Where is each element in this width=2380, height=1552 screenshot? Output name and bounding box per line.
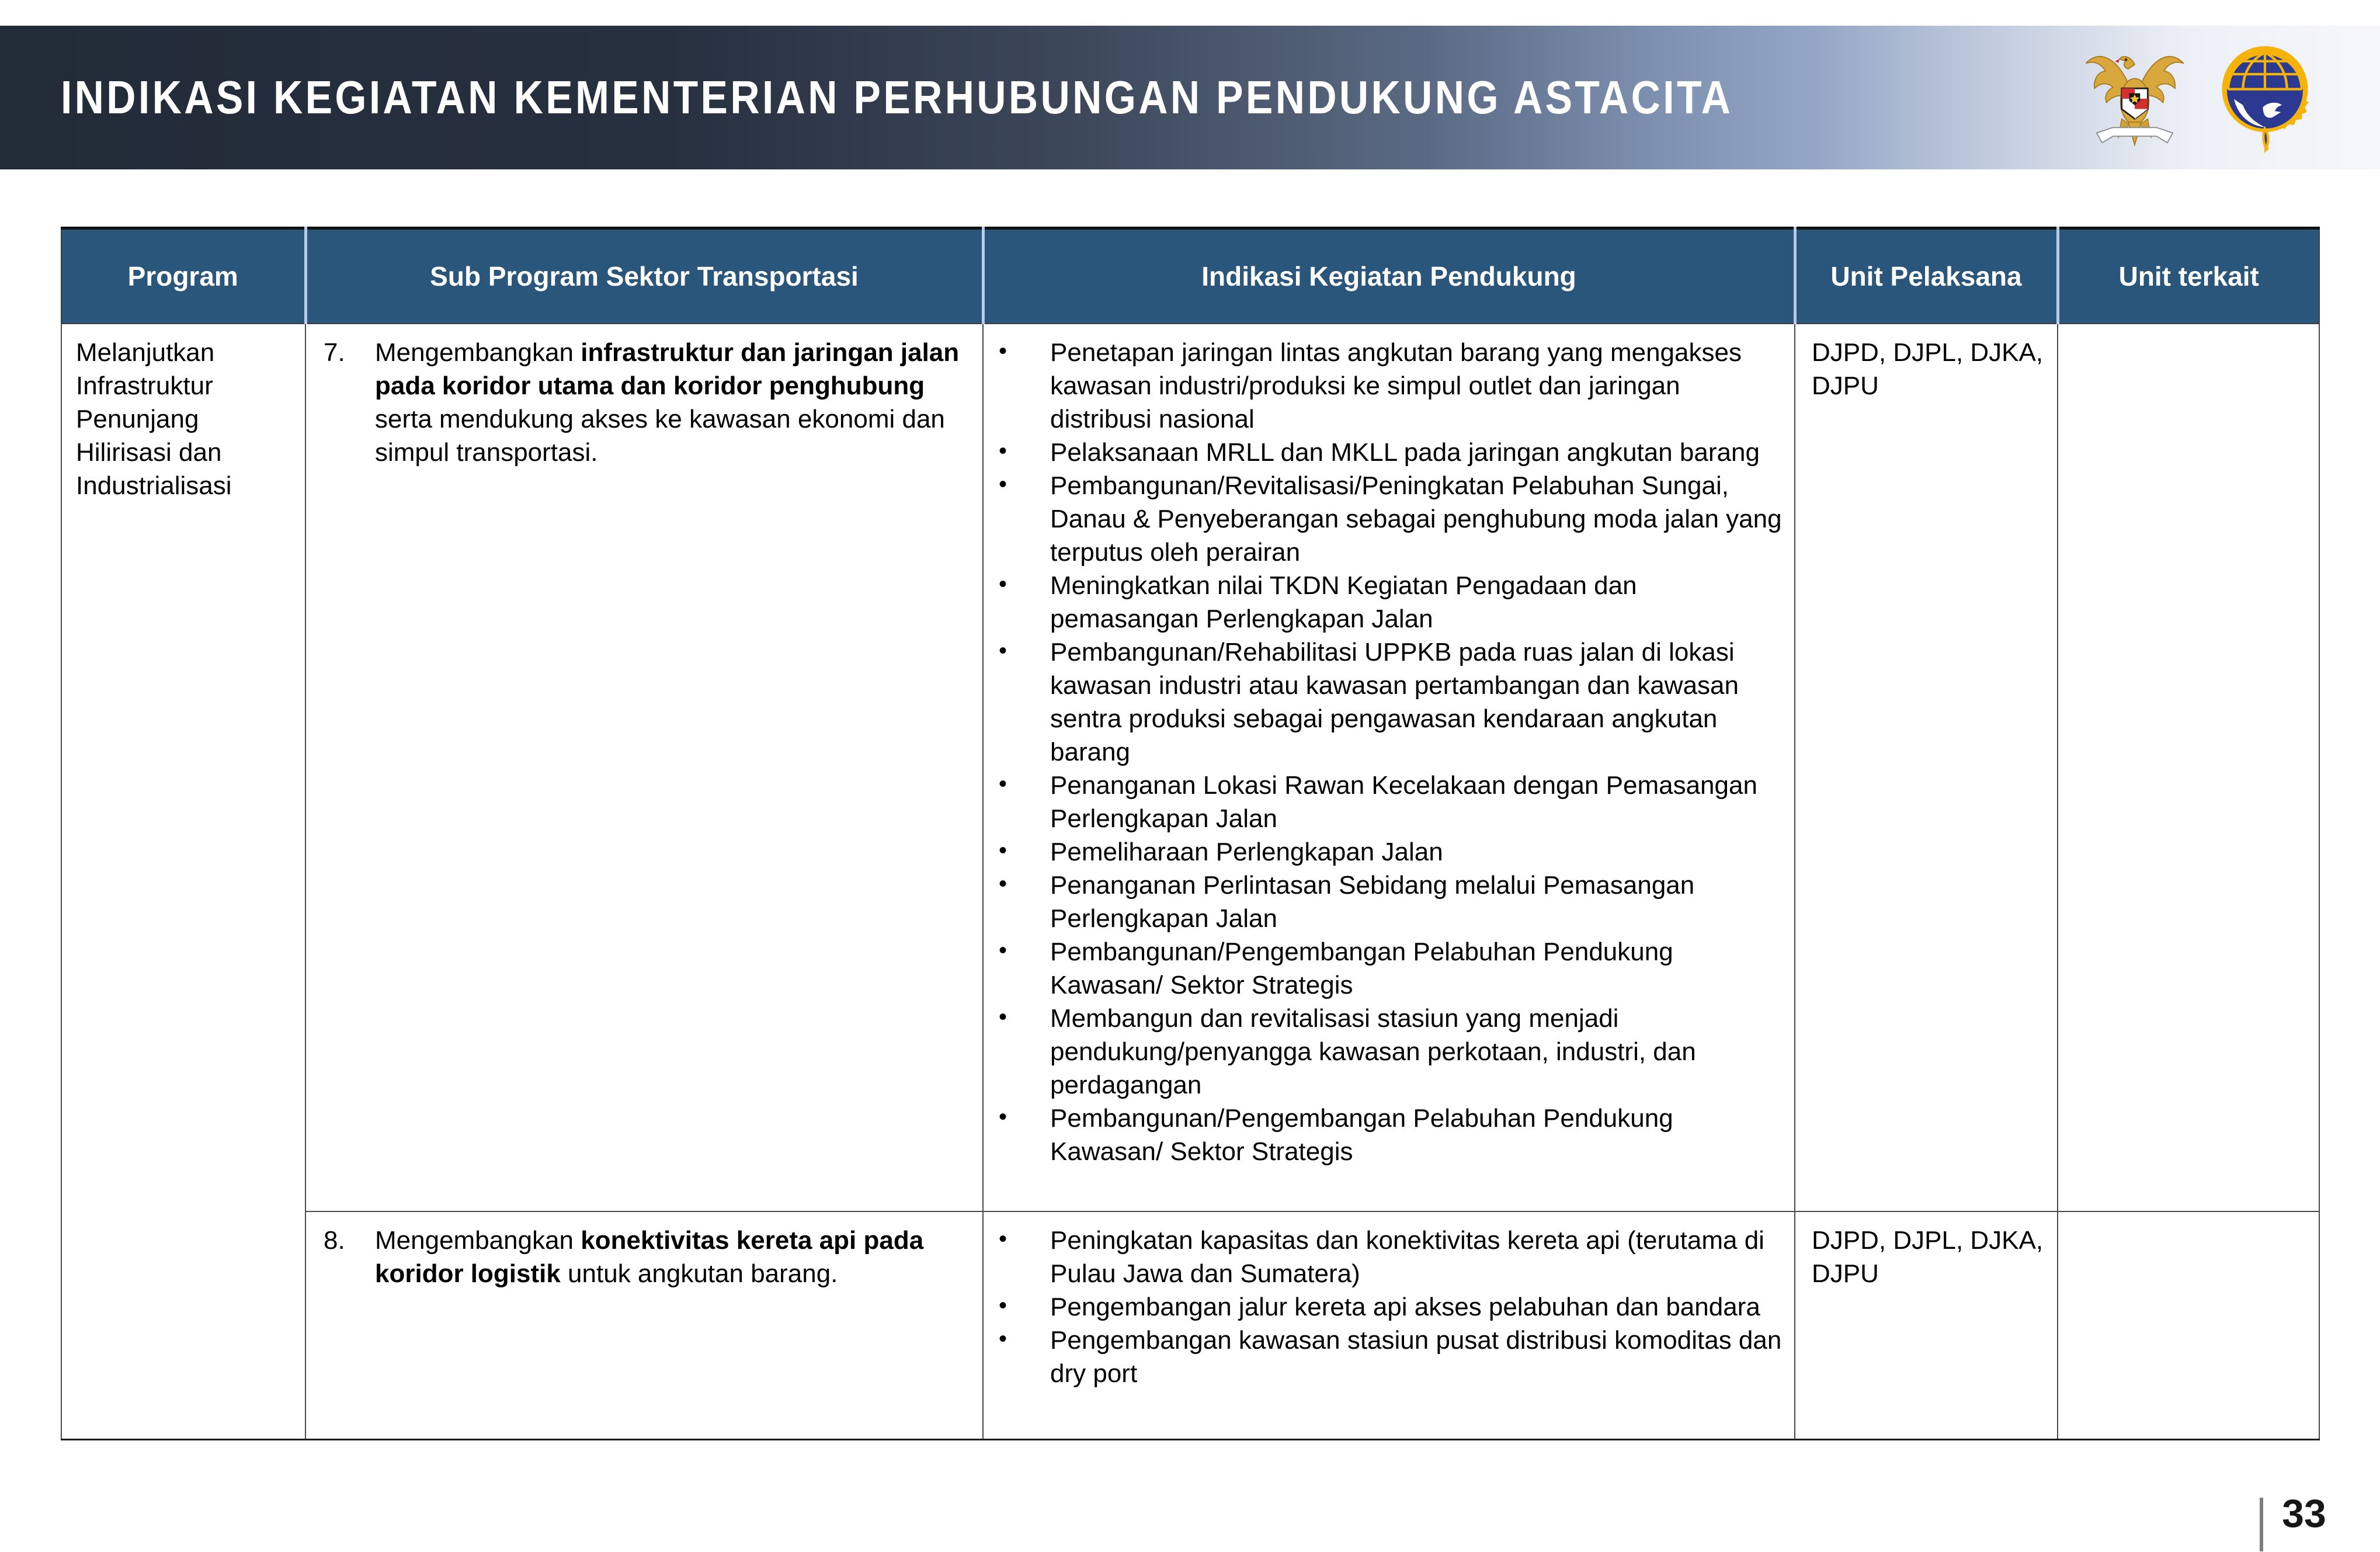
table-header-row — [61, 228, 2319, 324]
header-title-wrap — [61, 26, 1983, 169]
subprogram-text: Mengembangkan infrastruktur dan jaringan jalan pada koridor utama dan koridor penghubung serta mendukung akses ke kawasan ekonomi dan simpul transportasi. — [375, 338, 960, 467]
kemenhub-logo-icon — [2215, 43, 2315, 153]
bullet-item: • Pengembangan jalur kereta api akses pelabuhan dan bandara — [996, 1290, 1783, 1324]
bullet-item: • Penanganan Lokasi Rawan Kecelakaan dengan Pemasangan Perlengkapan Jalan — [996, 769, 1783, 835]
item-number: 7. — [324, 338, 345, 367]
bullet-item: • Membangun dan revitalisasi stasiun yang menjadi pendukung/penyangga kawasan perkotaan, industri, dan perdagangan — [996, 1002, 1783, 1102]
bullet-item: • Peningkatan kapasitas dan konektivitas kereta api (terutama di Pulau Jawa dan Sumatera) — [996, 1224, 1783, 1290]
bullet-item: • Pemeliharaan Perlengkapan Jalan — [996, 835, 1783, 869]
unit-pelaksana-cell-7: DJPD, DJPL, DJKA, DJPU — [1795, 324, 2058, 1211]
page-number: 33 — [2282, 1491, 2326, 1536]
bullet-item: • Pembangunan/Rehabilitasi UPPKB pada ruas jalan di lokasi kawasan industri atau kawasan pertambangan dan kawasan sentra produksi sebagai pengawasan kendaraan angkutan barang — [996, 636, 1783, 769]
program-table — [61, 227, 2320, 1440]
subprogram-cell-7 — [305, 324, 983, 1211]
item-number: 8. — [324, 1226, 345, 1255]
subprogram-text: Mengembangkan konektivitas kereta api pada koridor logistik untuk angkutan barang. — [375, 1226, 924, 1288]
unit-terkait-cell-7 — [2058, 324, 2319, 1211]
column-header-program: Program — [61, 228, 305, 324]
garuda-pancasila-logo-icon — [2080, 36, 2189, 153]
unit-terkait-cell-8 — [2058, 1211, 2319, 1439]
bullet-list — [996, 336, 1783, 1168]
page-title: INDIKASI KEGIATAN KEMENTERIAN PERHUBUNGAN PENDUKUNG ASTACITA — [61, 71, 1733, 123]
subprogram-cell-8 — [305, 1211, 983, 1439]
bullet-item: • Pembangunan/Pengembangan Pelabuhan Pendukung Kawasan/ Sektor Strategis — [996, 935, 1783, 1002]
column-header-indikasi: Indikasi Kegiatan Pendukung — [983, 228, 1795, 324]
bullet-item: • Pelaksanaan MRLL dan MKLL pada jaringan angkutan barang — [996, 436, 1783, 469]
program-text: Melanjutkan Infrastruktur Penunjang Hilirisasi dan Industrialisasi — [76, 338, 232, 500]
column-header-unit-terkait: Unit terkait — [2058, 228, 2319, 324]
unit-pelaksana-cell-8: DJPD, DJPL, DJKA, DJPU — [1795, 1211, 2058, 1439]
indikasi-cell-8 — [983, 1211, 1795, 1439]
indikasi-cell-7 — [983, 324, 1795, 1211]
bullet-item: • Pengembangan kawasan stasiun pusat distribusi komoditas dan dry port — [996, 1324, 1783, 1390]
column-header-unit-pelaksana: Unit Pelaksana — [1795, 228, 2058, 324]
bullet-item: • Penanganan Perlintasan Sebidang melalui Pemasangan Perlengkapan Jalan — [996, 869, 1783, 935]
bullet-item: • Meningkatkan nilai TKDN Kegiatan Pengadaan dan pemasangan Perlengkapan Jalan — [996, 569, 1783, 636]
bullet-list — [996, 1224, 1783, 1390]
table-row-8 — [61, 1211, 2319, 1439]
bullet-item: • Penetapan jaringan lintas angkutan barang yang mengakses kawasan industri/produksi ke simpul outlet dan jaringan distribusi nasional — [996, 336, 1783, 436]
bullet-item: • Pembangunan/Pengembangan Pelabuhan Pendukung Kawasan/ Sektor Strategis — [996, 1102, 1783, 1168]
table-row-7 — [61, 324, 2319, 1211]
program-cell — [61, 324, 305, 1439]
bullet-item: • Pembangunan/Revitalisasi/Peningkatan Pelabuhan Sungai, Danau & Penyeberangan sebagai penghubung moda jalan yang terputus oleh perairan — [996, 469, 1783, 569]
column-header-subprogram: Sub Program Sektor Transportasi — [305, 228, 983, 324]
